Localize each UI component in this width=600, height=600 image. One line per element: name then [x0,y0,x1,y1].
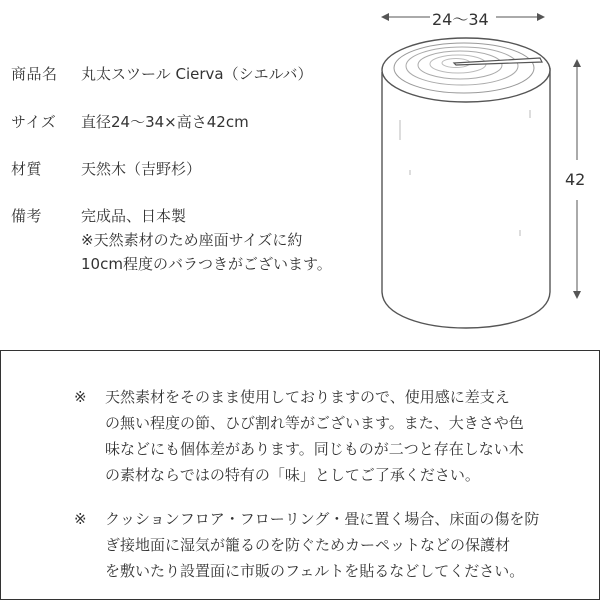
note-text [105,384,524,488]
log-body [382,68,550,328]
spec-label: 商品名 [11,65,58,83]
note-line: 天然素材をそのまま使用しておりますので、使用感に差支え [105,388,510,406]
spec-value [81,157,201,181]
note-line: クッションフロア・フローリング・畳に置く場合、床面の傷を防 [105,510,540,528]
spec-value-line: 直径24〜34×高さ42cm [81,113,249,131]
height-label: 42 [565,170,586,189]
spec-label: 材質 [11,160,43,178]
spec-value-line: 10cm程度のバラつきがございます。 [81,255,332,273]
note-mark: ※ [74,510,87,528]
spec-value [81,204,332,276]
note-line: の素材ならではの特有の「味」としてご了承ください。 [105,466,480,484]
note-text [105,506,539,584]
note-line: ぎ接地面に湿気が籠るのを防ぐためカーペットなどの保護材 [105,536,511,554]
stool-illustration [370,0,600,345]
spec-value-line: 完成品、日本製 [81,207,187,225]
spec-value [81,110,249,134]
spec-value-line: 天然木（吉野杉） [81,160,202,178]
spec-label: サイズ [11,113,57,131]
note-line: の無い程度の節、ひび割れ等がございます。また、大きさや色 [105,414,524,432]
spec-value [81,62,313,86]
diameter-label: 24〜34 [432,10,489,29]
note-line: 味などにも個体差があります。同じものが二つと存在しない木 [105,440,524,458]
notes-box [0,350,600,600]
spec-label: 備考 [11,207,43,225]
note-mark: ※ [74,388,87,406]
note-line: を敷いたり設置面に市販のフェルトを貼るなどしてください。 [105,562,525,580]
spec-value-line: ※天然素材のため座面サイズに約 [81,231,303,249]
log-top-face [382,38,550,102]
spec-value-line: 丸太スツール Cierva（シエルバ） [81,65,313,83]
